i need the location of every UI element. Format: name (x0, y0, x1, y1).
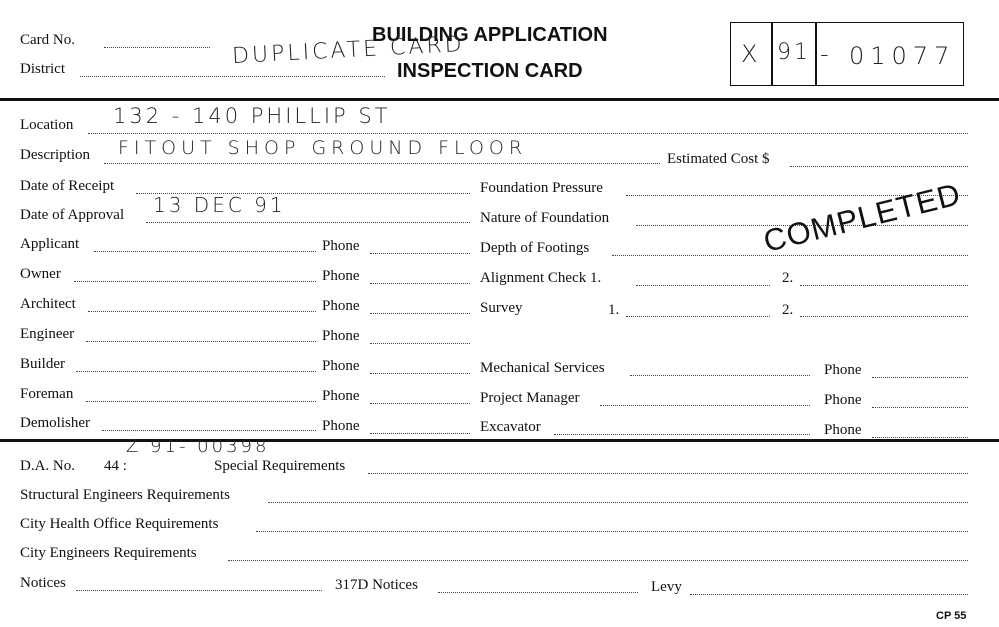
completed-stamp: COMPLETED (760, 176, 965, 259)
architect-phone-label: Phone (322, 298, 360, 314)
estimated-cost-label: Estimated Cost $ (667, 151, 770, 167)
box-number: 01077 (849, 42, 956, 70)
excavator-phone-label: Phone (824, 422, 862, 438)
foreman-phone-field[interactable] (370, 403, 470, 404)
structural-field[interactable] (268, 502, 968, 503)
excavator-field[interactable] (554, 434, 810, 435)
depth-footings-label: Depth of Footings (480, 240, 590, 256)
owner-field[interactable] (74, 281, 316, 282)
owner-phone-label: Phone (322, 268, 360, 284)
date-approval-value: 13 DEC 91 (153, 193, 286, 217)
demolisher-phone-label: Phone (322, 418, 360, 434)
engineer-label: Engineer (20, 326, 75, 342)
date-approval-label: Date of Approval (20, 207, 125, 223)
da-number-value: Z 91- 00398 (126, 436, 270, 457)
alignment-two-label: 2. (782, 270, 794, 286)
foundation-pressure-label: Foundation Pressure (480, 180, 603, 196)
owner-phone-field[interactable] (370, 283, 470, 284)
demolisher-phone-field[interactable] (370, 433, 470, 434)
builder-phone-label: Phone (322, 358, 360, 374)
alignment-check-2-field[interactable] (800, 285, 968, 286)
city-eng-field[interactable] (228, 560, 968, 561)
description-field[interactable] (104, 163, 660, 164)
card-number-box: X 91 - 01077 (730, 22, 964, 86)
city-eng-label: City Engineers Requirements (20, 545, 197, 561)
survey-label: Survey (480, 300, 523, 316)
architect-label: Architect (20, 296, 76, 312)
description-value: FITOUT SHOP GROUND FLOOR (118, 137, 528, 159)
health-field[interactable] (256, 531, 968, 532)
applicant-field[interactable] (94, 251, 316, 252)
mechanical-phone-label: Phone (824, 362, 862, 378)
notices-317d-field[interactable] (438, 592, 638, 593)
mechanical-phone-field[interactable] (872, 377, 968, 378)
district-label: District (20, 61, 65, 77)
health-label: City Health Office Requirements (20, 516, 219, 532)
builder-label: Builder (20, 356, 65, 372)
notices-label: Notices (20, 575, 66, 591)
foreman-phone-label: Phone (322, 388, 360, 404)
structural-label: Structural Engineers Requirements (20, 487, 230, 503)
engineer-phone-field[interactable] (370, 343, 470, 344)
form-code: CP 55 (936, 610, 967, 622)
engineer-phone-label: Phone (322, 328, 360, 344)
mechanical-label: Mechanical Services (480, 360, 605, 376)
box-prefix: X (741, 40, 761, 68)
special-req-field[interactable] (368, 473, 968, 474)
owner-label: Owner (20, 266, 61, 282)
excavator-phone-field[interactable] (872, 437, 968, 438)
form-title-line1: BUILDING APPLICATION (372, 24, 608, 46)
applicant-label: Applicant (20, 236, 80, 252)
location-value: 132 - 140 PHILLIP ST (113, 104, 391, 128)
date-approval-field[interactable] (146, 222, 470, 223)
nature-foundation-label: Nature of Foundation (480, 210, 610, 226)
box-year: 91 (777, 40, 811, 65)
architect-phone-field[interactable] (370, 313, 470, 314)
depth-footings-field[interactable] (612, 255, 968, 256)
demolisher-label: Demolisher (20, 415, 90, 431)
project-manager-label: Project Manager (480, 390, 580, 406)
handwritten-duplicate-note: DUPLICATE CARD (231, 31, 466, 70)
survey-one-label: 1. (608, 302, 620, 318)
engineer-field[interactable] (86, 341, 316, 342)
estimated-cost-field[interactable] (790, 166, 968, 167)
district-field[interactable] (80, 76, 385, 77)
levy-field[interactable] (690, 594, 968, 595)
applicant-phone-label: Phone (322, 238, 360, 254)
card-no-label: Card No. (20, 32, 75, 48)
survey-two-label: 2. (782, 302, 794, 318)
architect-field[interactable] (88, 311, 316, 312)
da-no-label: D.A. No. (20, 458, 75, 474)
date-receipt-label: Date of Receipt (20, 178, 115, 194)
foreman-label: Foreman (20, 386, 74, 402)
survey-1-field[interactable] (626, 316, 770, 317)
card-no-field[interactable] (104, 47, 210, 48)
special-req-label: Special Requirements (214, 458, 346, 474)
location-label: Location (20, 117, 74, 133)
survey-2-field[interactable] (800, 316, 968, 317)
alignment-check-label: Alignment Check 1. (480, 270, 602, 286)
applicant-phone-field[interactable] (370, 253, 470, 254)
description-label: Description (20, 147, 90, 163)
da-prefix: 44 : (104, 458, 127, 474)
demolisher-field[interactable] (102, 430, 316, 431)
alignment-check-1-field[interactable] (636, 285, 770, 286)
location-field[interactable] (88, 133, 968, 134)
notices-317d-label: 317D Notices (335, 577, 418, 593)
levy-label: Levy (651, 579, 682, 595)
mechanical-field[interactable] (630, 375, 810, 376)
foreman-field[interactable] (86, 401, 316, 402)
builder-phone-field[interactable] (370, 373, 470, 374)
builder-field[interactable] (76, 371, 316, 372)
notices-field[interactable] (76, 590, 322, 591)
project-manager-phone-label: Phone (824, 392, 862, 408)
form-title-line2: INSPECTION CARD (397, 60, 583, 82)
project-manager-phone-field[interactable] (872, 407, 968, 408)
project-manager-field[interactable] (600, 405, 810, 406)
header-divider (0, 98, 999, 101)
excavator-label: Excavator (480, 419, 541, 435)
